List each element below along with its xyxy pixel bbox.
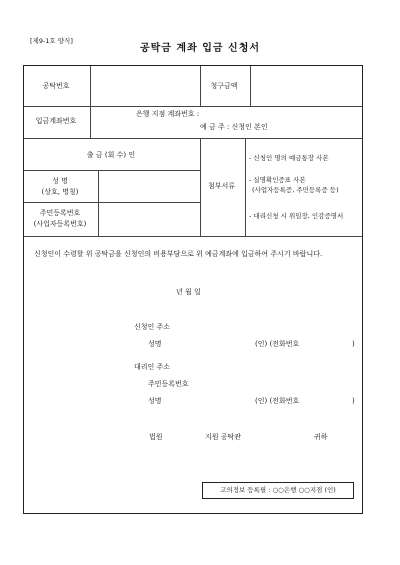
- branch-officer-label: 지원 공탁관: [205, 433, 242, 441]
- applicant-seal-tel: (인) (전화번호: [255, 340, 300, 348]
- attachment-item: - 대리신청 시 위임장, 인감증명서: [249, 212, 344, 220]
- claim-amount-label: 청구금액: [210, 82, 238, 90]
- applicant-close-paren: ): [352, 340, 355, 348]
- applicant-address-label: 신청인 주소: [134, 323, 171, 331]
- bank-branch-line: 은행 지점 계좌번호 :: [136, 110, 200, 118]
- addressee-label: 귀하: [314, 433, 328, 441]
- agent-seal-tel: (인) (전화번호: [255, 397, 300, 405]
- account-label: 입금계좌번호: [35, 117, 77, 125]
- row-divider: [24, 202, 200, 203]
- attachments-label: 첨부서류: [207, 182, 236, 190]
- form-number-label: [제9-1호 양식]: [30, 37, 73, 45]
- agent-close-paren: ): [352, 397, 355, 405]
- attachment-item: (사업자등록증, 주민등록증 등): [252, 186, 339, 194]
- applicant-name-label: 성명: [148, 340, 162, 348]
- deposit-no-label: 공탁번호: [42, 82, 70, 90]
- row-divider: [24, 170, 200, 171]
- court-label: 법원: [149, 433, 163, 441]
- agent-address-label: 대리인 주소: [134, 363, 171, 371]
- date-line: 년 월 일: [176, 288, 201, 296]
- info-registration-stamp: 고의정보 등록필 : ○○은행 ○○지점 (인): [202, 482, 354, 499]
- row-divider: [24, 236, 362, 237]
- id-sublabel: (사업자등록번호): [33, 220, 87, 228]
- agent-id-label: 주민등록번호: [148, 380, 189, 388]
- name-label: 성 명: [52, 177, 68, 185]
- col-divider: [90, 66, 91, 138]
- request-statement: 신청인이 수령할 위 공탁금을 신청인의 비용부담으로 위 예금계좌에 입금하여 주시기 바랍니다.: [34, 250, 323, 258]
- attachment-item: - 실명확인증표 사본: [249, 176, 306, 184]
- agent-name-label: 성명: [148, 397, 162, 405]
- row-divider: [24, 106, 362, 107]
- attachment-item: - 신청인 명의 예금통장 사본: [249, 154, 329, 162]
- col-divider: [245, 138, 246, 236]
- payee-header: 출 금 (회 수) 인: [86, 151, 136, 159]
- name-sublabel: (상호, 명칭): [41, 188, 79, 196]
- id-label: 주민등록번호: [39, 209, 81, 217]
- account-holder-line: 예 금 주 : 신청인 본인: [200, 123, 268, 131]
- page-title: 공탁금 계좌 입금 신청서: [139, 43, 261, 54]
- col-divider: [250, 66, 251, 106]
- row-divider: [24, 138, 362, 139]
- col-divider: [98, 170, 99, 236]
